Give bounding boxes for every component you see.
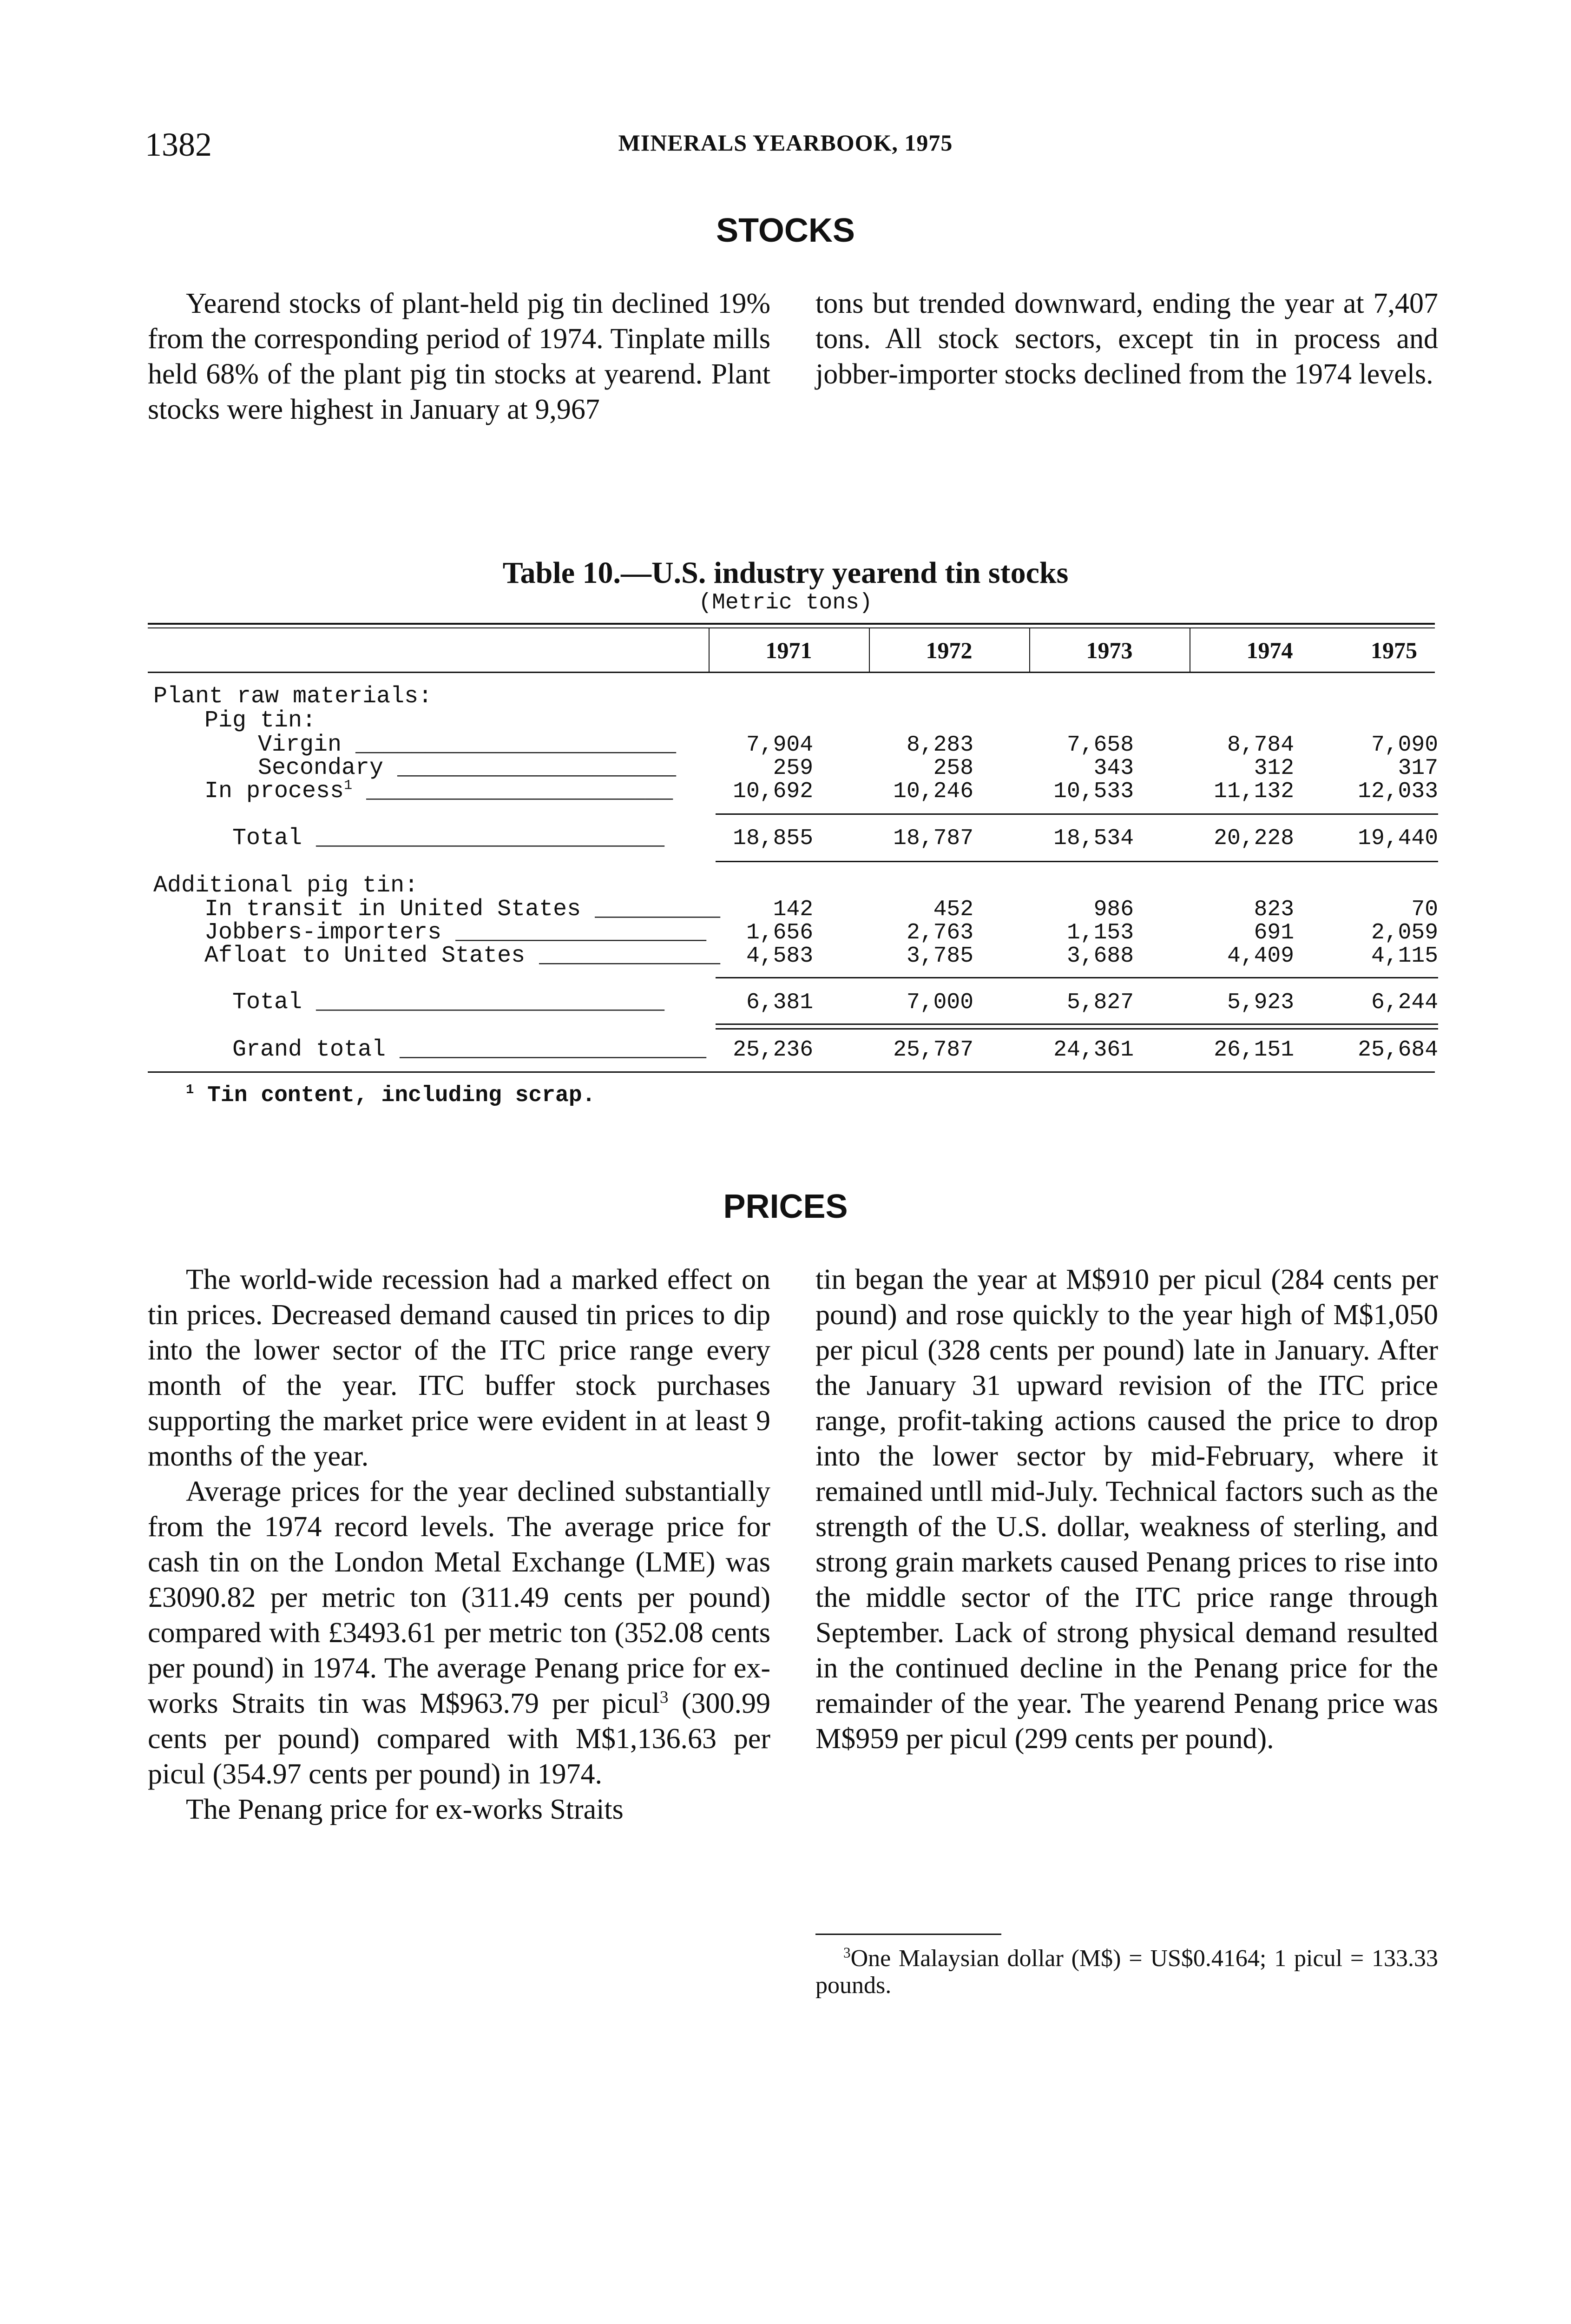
cell-total2-1971: 6,381 [746,990,813,1015]
stocks-heading: STOCKS [716,212,855,249]
footnote-separator [815,1934,1001,1935]
cell-grand-1975: 25,684 [1358,1037,1438,1063]
year-header-1973: 1973 [1086,637,1133,663]
cell-secondary-1973: 343 [1093,756,1134,781]
prices-paragraph-2-a: Average prices for the year declined substantially from the 1974 record levels. The average price for cash tin on the London Metal Exchange (LME) was £3090.82 per metric ton (311.49 cents per pound) compared with £3493.61 per metric ton (352.08 cents per pound) in 1974. The average Penang price for ex-works Straits tin was M$963.79 per picul [148,1476,770,1719]
prices-paragraph-2-b: (300.99 cents per pound) compared with M$1,136.63 per picul (354.97 cents per pound) in 1974. [148,1688,770,1790]
cell-in-process-1974: 11,132 [1214,779,1294,804]
cell-total1-1971: 18,855 [733,826,813,851]
cell-total2-1973: 5,827 [1066,990,1134,1015]
label-in-process-leader: ______________________ [366,778,673,805]
year-header-1971: 1971 [765,637,812,663]
label-secondary: Secondary ____________________ [258,755,677,781]
cell-total1-1974: 20,228 [1214,826,1294,851]
table-footnote [186,1083,595,1108]
subtotal-rule-5 [716,1028,1438,1030]
subtotal-rule-2 [716,861,1438,862]
cell-jobbers-1972: 2,763 [906,920,973,945]
table-bottom-rule [148,1071,1435,1073]
label-in-process [204,778,673,805]
cell-total2-1972: 7,000 [906,990,973,1015]
cell-secondary-1975: 317 [1398,756,1438,781]
page-number: 1382 [145,126,212,163]
label-in-transit: In transit in United States _________ [204,896,721,923]
cell-virgin-1972: 8,283 [906,733,973,758]
cell-secondary-1971: 259 [773,756,813,781]
cell-virgin-1971: 7,904 [746,733,813,758]
cell-afloat-1971: 4,583 [746,944,813,969]
label-in-process-text: In process [204,778,344,805]
year-header-1972: 1972 [926,637,973,663]
cell-afloat-1975: 4,115 [1371,944,1438,969]
cell-grand-1973: 24,361 [1053,1037,1134,1063]
cell-secondary-1974: 312 [1254,756,1294,781]
table-top-rule [148,623,1435,625]
prices-footnote [815,1945,1438,1999]
cell-jobbers-1975: 2,059 [1371,920,1438,945]
label-pig-tin: Pig tin: [204,707,316,734]
cell-in-process-1971: 10,692 [733,779,813,804]
cell-jobbers-1971: 1,656 [746,920,813,945]
table-footnote-mark: 1 [186,1082,194,1097]
cell-afloat-1974: 4,409 [1227,944,1294,969]
cell-in-transit-1974: 823 [1254,897,1294,922]
prices-column-left [148,1262,770,1827]
cell-total1-1973: 18,534 [1053,826,1134,851]
cell-virgin-1973: 7,658 [1066,733,1134,758]
stocks-column-right [815,286,1438,392]
cell-grand-1972: 25,787 [893,1037,973,1063]
label-total-plant: Total _________________________ [232,825,665,852]
table-subtitle: (Metric tons) [698,590,873,615]
cell-virgin-1974: 8,784 [1227,733,1294,758]
cell-in-transit-1971: 142 [773,897,813,922]
cell-in-transit-1973: 986 [1093,897,1134,922]
cell-in-process-1975: 12,033 [1358,779,1438,804]
cell-in-process-1972: 10,246 [893,779,973,804]
cell-total1-1975: 19,440 [1358,826,1438,851]
cell-grand-1974: 26,151 [1214,1037,1294,1063]
prices-footnote-ref: 3 [659,1688,669,1707]
stocks-column-left [148,286,770,427]
subtotal-rule-1 [716,813,1438,815]
cell-in-transit-1975: 70 [1411,897,1438,922]
cell-in-process-1973: 10,533 [1053,779,1134,804]
subtotal-rule-4 [716,1023,1438,1025]
cell-afloat-1972: 3,785 [906,944,973,969]
year-header-1975: 1975 [1371,637,1417,663]
table-footnote-text: Tin content, including scrap. [207,1083,596,1108]
cell-total2-1974: 5,923 [1227,990,1294,1015]
cell-grand-1971: 25,236 [733,1037,813,1063]
prices-column-right [815,1262,1438,1756]
prices-paragraph-2 [148,1474,770,1792]
prices-paragraph-4: tin began the year at M$910 per picul (284 cents per pound) and rose quickly to the year high of M$1,050 per picul (328 cents per pound) late in January. After the January 31 upward revision of the ITC price range, profit-taking actions caused the price to drop into the lower sector by mid-February, where it remained untll mid-July. Technical factors such as the strength of the U.S. dollar, weakness of sterling, and strong grain markets caused Penang prices to rise into the middle sector of the ITC price range through September. Lack of strong physical demand resulted in the continued decline in the Penang price for the remainder of the year. The yearend Penang price was M$959 per picul (299 cents per pound). [815,1264,1438,1755]
subtotal-rule-3 [716,977,1438,978]
cell-virgin-1975: 7,090 [1371,733,1438,758]
cell-total1-1972: 18,787 [893,826,973,851]
table-title: Table 10.—U.S. industry yearend tin stocks [502,556,1069,590]
running-title: MINERALS YEARBOOK, 1975 [618,130,953,156]
table-top-rule-2 [148,627,1435,628]
label-grand-total: Grand total ______________________ [232,1037,707,1063]
label-jobbers-importers: Jobbers-importers __________________ [204,919,707,946]
in-process-footnote-mark: 1 [344,778,353,794]
prices-footnote-mark: 3 [843,1944,851,1961]
prices-heading: PRICES [723,1188,848,1225]
cell-jobbers-1974: 691 [1254,920,1294,945]
prices-paragraph-1: The world-wide recession had a marked effect on tin prices. Decreased demand caused tin prices to dip into the lower sector of the ITC price range every month of the year. ITC buffer stock purchases supporting the market price were evident in at least 9 months of the year. [148,1264,770,1472]
table-header-rule [148,672,1435,673]
cell-total2-1975: 6,244 [1371,990,1438,1015]
cell-in-transit-1972: 452 [933,897,973,922]
stocks-paragraph-2: tons but trended downward, ending the year at 7,407 tons. All stock sectors, except tin in process and jobber-importer stocks declined from the 1974 levels. [815,288,1438,390]
cell-jobbers-1973: 1,153 [1066,920,1134,945]
label-additional-pig-tin: Additional pig tin: [153,872,419,899]
year-header-1974: 1974 [1246,637,1293,663]
label-virgin: Virgin _______________________ [258,732,677,758]
prices-paragraph-3: The Penang price for ex-works Straits [186,1794,624,1825]
label-afloat: Afloat to United States _____________ [204,943,721,969]
label-total-additional: Total _________________________ [232,989,665,1016]
cell-afloat-1973: 3,688 [1066,944,1134,969]
label-plant-raw-materials: Plant raw materials: [153,683,433,710]
cell-secondary-1972: 258 [933,756,973,781]
prices-footnote-text: One Malaysian dollar (M$) = US$0.4164; 1 picul = 133.33 pounds. [815,1945,1438,1999]
stocks-paragraph-1: Yearend stocks of plant-held pig tin declined 19% from the corresponding period of 1974. Tinplate mills held 68% of the plant pig tin stocks at yearend. Plant stocks were highest in January at 9,967 [148,288,770,425]
